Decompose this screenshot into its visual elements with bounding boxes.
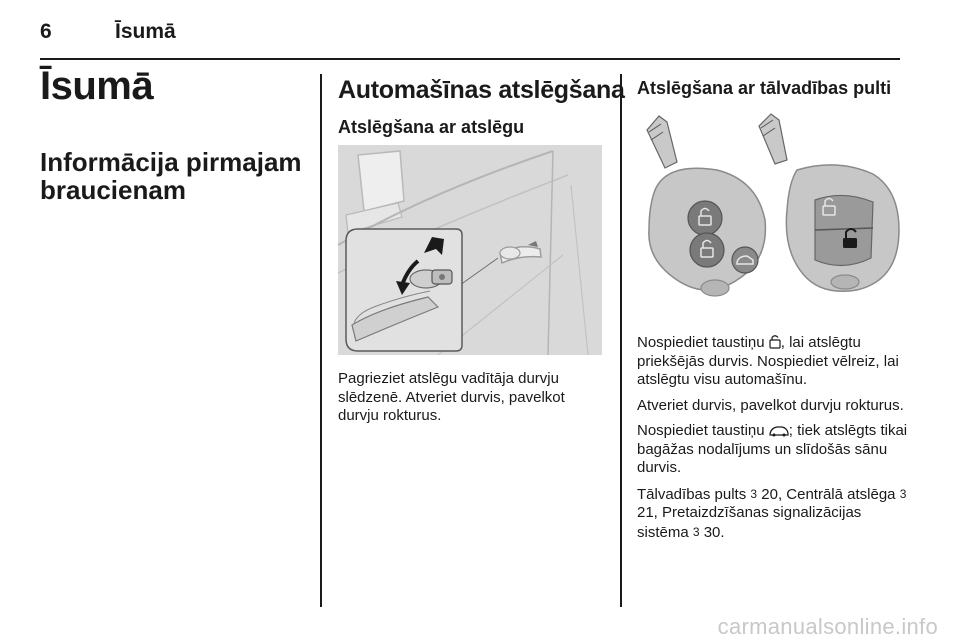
remote-key-fobs-illustration <box>637 110 901 320</box>
chapter-title: Īsumā <box>40 64 154 108</box>
body-text <box>637 334 909 549</box>
ref-text: Tālvadības pults <box>637 485 751 503</box>
section-heading: Atslēgšana ar tālvadības pulti <box>637 78 892 98</box>
ref-text: Pretaizdzīšanas signalizācijas sistēma <box>637 504 862 541</box>
text-run: Nospiediet taustiņu <box>637 334 769 351</box>
ref-page[interactable]: 21, <box>637 504 663 521</box>
ref-page[interactable]: 20, <box>757 485 787 503</box>
text-run: ; tiek atslēgts tikai bagāžas nodalījums un slīdošās sānu durvis. <box>637 422 908 476</box>
running-header: Īsumā <box>115 20 176 43</box>
subheading: Atslēgšana ar atslēgu <box>338 117 525 137</box>
ref-arrow-icon: 3 <box>692 524 700 539</box>
ref-page[interactable]: 30. <box>699 523 725 541</box>
column-divider <box>620 74 622 607</box>
cross-references <box>637 485 909 543</box>
watermark: carmanualsonline.info <box>717 614 938 639</box>
column-divider <box>320 74 322 607</box>
paragraph: Atveriet durvis, pavelkot durvju rokturus. <box>637 396 904 414</box>
section-heading: Automašīnas atslēgšana <box>338 76 625 104</box>
door-handle-key-illustration <box>338 145 602 355</box>
body-text: Pagrieziet atslēgu vadītāja durvju slēdzenē. Atveriet durvis, pavelkot durvju rokturus. <box>338 370 565 424</box>
page-number: 6 <box>40 20 52 43</box>
section-title: Informācija pirmajam braucienam <box>40 147 302 205</box>
van-rear-icon <box>769 425 789 437</box>
paragraph <box>637 422 909 478</box>
text-run: , lai atslēgtu priekšējās durvis. Nospiediet vēlreiz, lai atslēgtu visu automašīnu. <box>637 334 899 388</box>
ref-arrow-icon: 3 <box>899 486 907 501</box>
padlock-open-icon <box>769 334 781 349</box>
ref-text: Centrālā atslēga <box>786 485 900 503</box>
ref-arrow-icon: 3 <box>750 486 758 501</box>
header-rule <box>40 58 900 60</box>
text-run: Nospiediet taustiņu <box>637 422 769 439</box>
paragraph <box>637 334 909 390</box>
